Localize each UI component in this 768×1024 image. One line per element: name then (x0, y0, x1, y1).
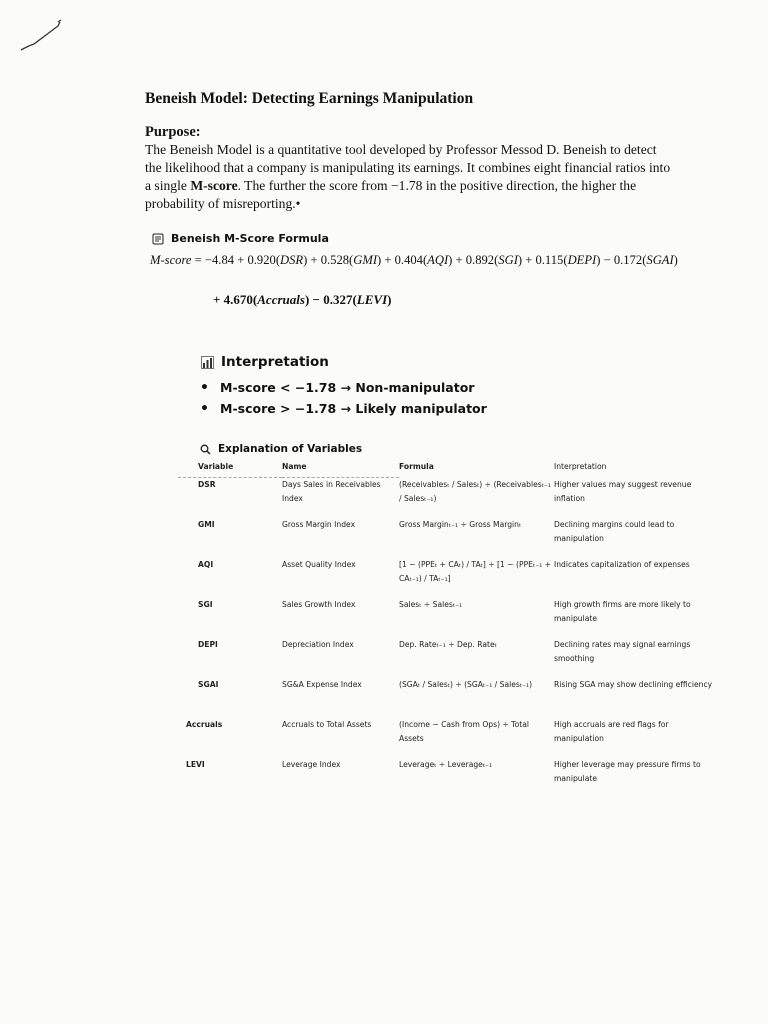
interpretation-cell: Rising SGA may show declining efficiency (554, 680, 713, 689)
formula-var: AQI (427, 253, 449, 267)
variables-heading-text: Explanation of Variables (218, 443, 363, 455)
interpretation-list (200, 377, 487, 419)
table-header-row (178, 462, 719, 478)
formula-heading-text: Beneish M-Score Formula (171, 232, 329, 245)
table-row (178, 558, 719, 598)
name-cell: Sales Growth Index (282, 600, 356, 609)
column-header-formula: Formula (399, 462, 434, 472)
interpretation-item: M-score < −1.78 → Non-manipulator (220, 380, 475, 395)
formula-coef: + 4.670 (213, 292, 253, 307)
formula-coef: + 0.920 (237, 253, 276, 267)
variable-cell: AQI (198, 560, 214, 569)
formula-coef: −4.84 (204, 253, 235, 267)
interpretation-cell: Higher values may suggest revenue inflation (554, 479, 692, 503)
variable-cell: Accruals (186, 720, 223, 729)
formula-cell: Salesₜ ÷ Salesₜ₋₁ (399, 600, 463, 609)
formula-var: DEPI (567, 253, 597, 267)
formula-lhs: M-score (150, 253, 192, 267)
purpose-text-part: . The further the score from −1.78 in the positive direction, the higher the probability of misreporting.• (145, 178, 637, 211)
name-cell: Accruals to Total Assets (282, 720, 372, 729)
name-cell: Leverage Index (282, 760, 341, 769)
formula-cell: Leverageₜ ÷ Leverageₜ₋₁ (399, 760, 493, 769)
name-cell: Days Sales in Receivables Index (282, 480, 381, 503)
formula-line-1: M-score = −4.84 + 0.920(DSR) + 0.528(GMI) + 0.404(AQI) + 0.892(SGI) + 0.115(DEPI) − 0.172(SGAI) (150, 253, 678, 267)
formula-coef: + 0.404 (384, 253, 423, 267)
formula-coef: + 0.528 (310, 253, 350, 267)
formula-cell: (SGAₜ / Salesₜ) ÷ (SGAₜ₋₁ / Salesₜ₋₁) (399, 680, 533, 689)
interpretation-cell: Indicates capitalization of expenses (554, 560, 690, 569)
formula-var: SGI (498, 253, 518, 267)
interpretation-heading-text: Interpretation (221, 354, 329, 370)
interpretation-cell: High accruals are red flags for manipulation (554, 720, 669, 743)
column-header-interpretation: Interpretation (554, 462, 607, 472)
table-row (178, 518, 719, 558)
interpretation-cell: Declining margins could lead to manipulation (554, 520, 675, 543)
formula-heading (152, 232, 329, 245)
column-header-name: Name (282, 462, 399, 478)
variables-heading (200, 443, 362, 455)
variables-table (178, 462, 719, 798)
interpretation-item: M-score > −1.78 → Likely manipulator (220, 401, 487, 416)
formula-var: Accruals (257, 292, 305, 307)
bar-chart-icon (201, 356, 214, 369)
table-row (178, 598, 719, 638)
variable-cell: LEVI (186, 760, 205, 769)
formula-coef: + 0.115 (525, 253, 564, 267)
purpose-text (145, 141, 675, 213)
formula-cell: (Receivablesₜ / Salesₜ) ÷ (Receivablesₜ₋₁ / Salesₜ₋₁) (399, 479, 551, 503)
table-row (178, 718, 719, 758)
name-cell: SG&A Expense Index (282, 680, 362, 689)
table-row (178, 678, 719, 718)
formula-cell: (Income − Cash from Ops) ÷ Total Assets (399, 720, 529, 743)
variable-cell: SGAI (198, 680, 219, 689)
formula-coef: − 0.172 (603, 253, 643, 267)
formula-cell: [1 − (PPEₜ + CAₜ) / TAₜ] ÷ [1 − (PPEₜ₋₁ + CAₜ₋₁) / TAₜ₋₁] (399, 560, 552, 583)
name-cell: Asset Quality Index (282, 560, 356, 569)
name-cell: Gross Margin Index (282, 520, 356, 529)
formula-coef: + 0.892 (455, 253, 495, 267)
magnifier-icon (200, 444, 211, 455)
interpretation-heading (201, 354, 329, 370)
variable-cell: SGI (198, 600, 213, 609)
name-cell: Depreciation Index (282, 640, 354, 649)
column-header-variable: Variable (178, 462, 282, 478)
document-icon (152, 233, 164, 245)
interpretation-cell: Declining rates may signal earnings smoothing (554, 640, 691, 663)
table-row (178, 758, 719, 798)
formula-var: GMI (353, 253, 378, 267)
formula-cell: Dep. Rateₜ₋₁ ÷ Dep. Rateₜ (399, 640, 497, 649)
formula-var: SGAI (646, 253, 674, 267)
formula-coef: − 0.327 (312, 292, 353, 307)
variable-cell: DEPI (198, 640, 218, 649)
formula-var: DSR (280, 253, 304, 267)
list-item: • M-score > −1.78 → Likely manipulator (200, 400, 487, 417)
purpose-label: Purpose: (145, 124, 201, 140)
formula-var: LEVI (356, 292, 388, 307)
interpretation-cell: Higher leverage may pressure firms to manipulate (554, 760, 701, 783)
table-row (178, 478, 719, 519)
formula-cell: Gross Marginₜ₋₁ ÷ Gross Marginₜ (399, 520, 522, 529)
formula-line-2: + 4.670(Accruals) − 0.327(LEVI) (213, 292, 392, 307)
variable-cell: DSR (198, 480, 216, 489)
interpretation-cell: High growth firms are more likely to manipulate (554, 600, 691, 623)
pen-scribble-mark (18, 16, 66, 56)
variable-cell: GMI (198, 520, 215, 529)
purpose-text-part: The Beneish Model is a quantitative tool developed by Professor Messod D. Beneish to detect the likelihood that a company is manipulating its earnings. It combines eight financial ratios into a single (145, 142, 671, 193)
list-item: • M-score < −1.78 → Non-manipulator (200, 379, 475, 396)
page-title: Beneish Model: Detecting Earnings Manipulation (145, 90, 474, 107)
table-row (178, 638, 719, 678)
purpose-text-mscore: M-score (190, 178, 238, 193)
